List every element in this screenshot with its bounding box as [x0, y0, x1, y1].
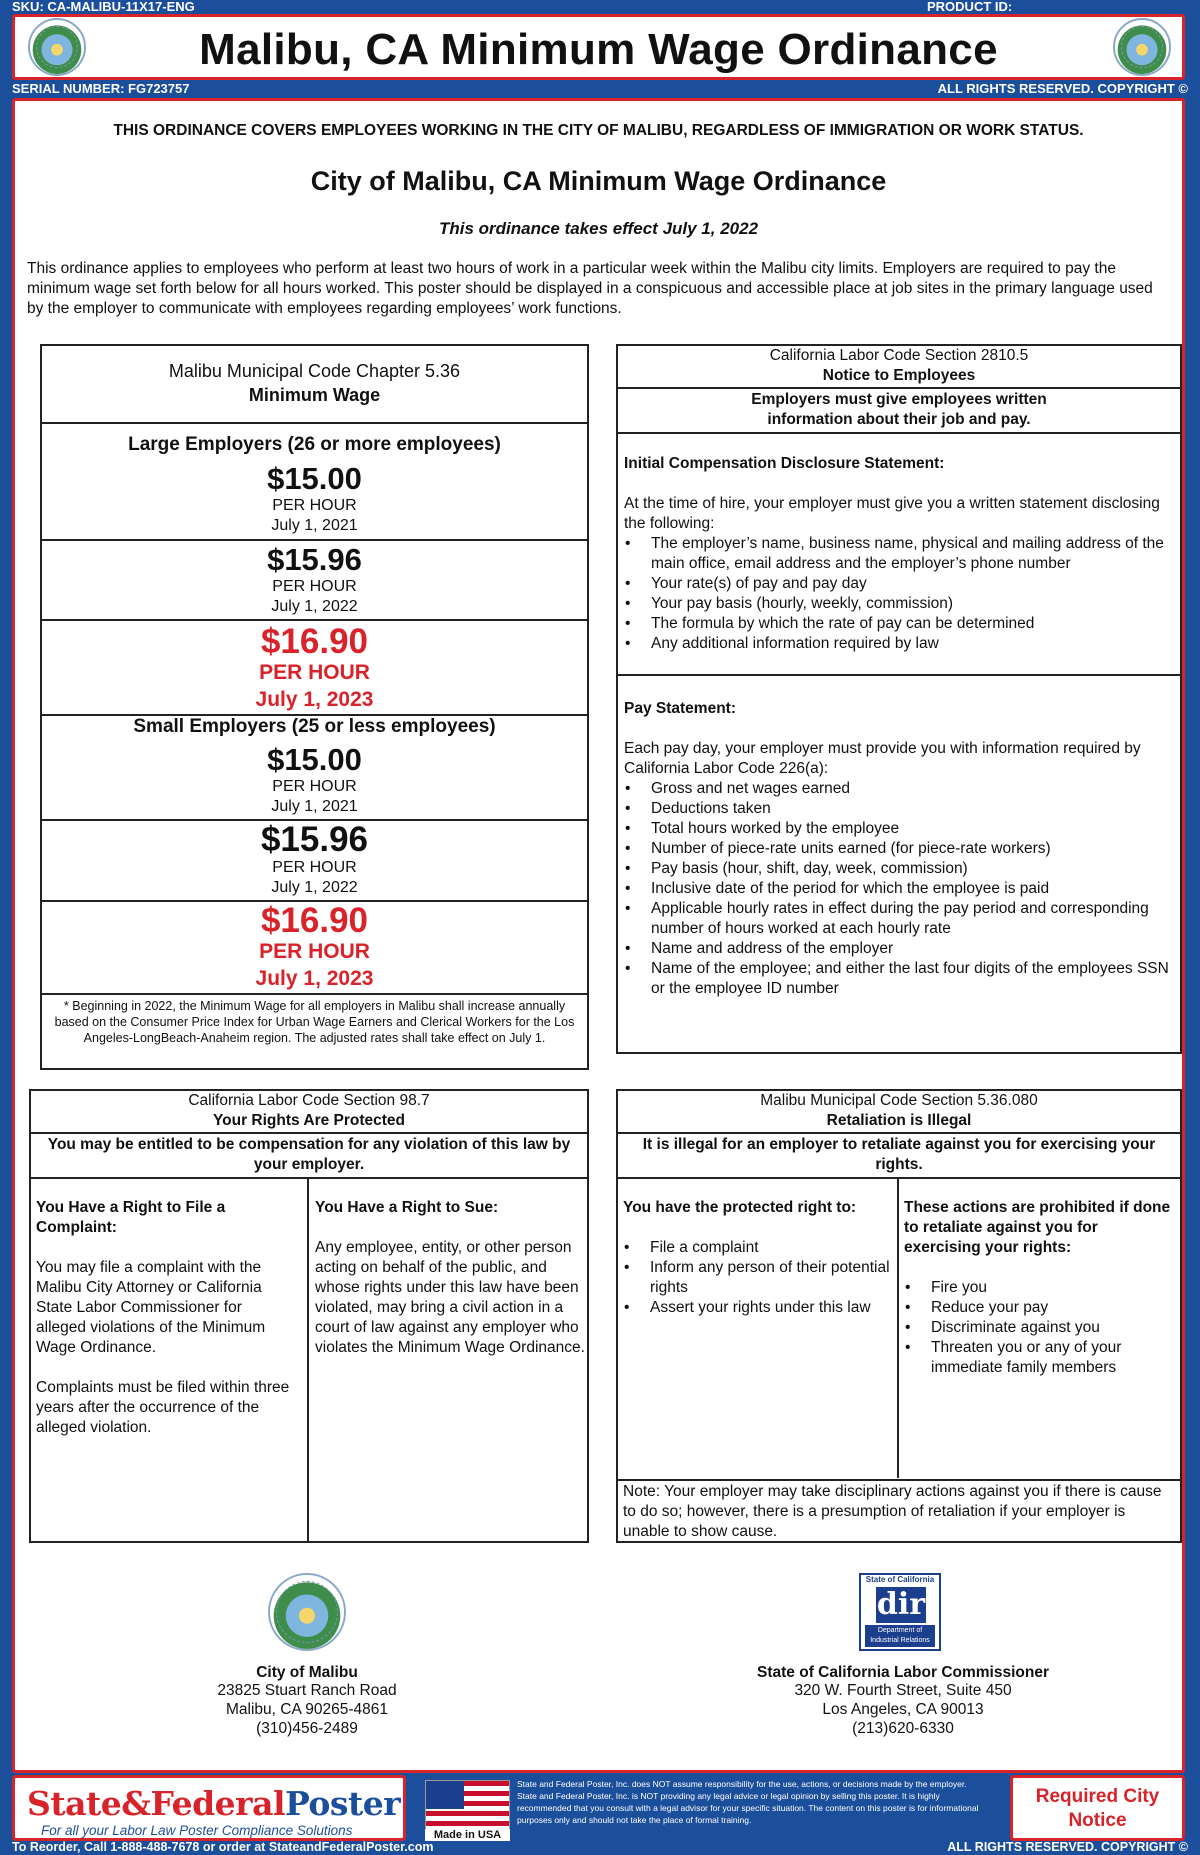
state-contact-address1: 320 W. Fourth Street, Suite 450: [794, 1682, 1012, 1699]
rights-code: California Labor Code Section 98.7: [188, 1092, 430, 1109]
wage-footnote: * Beginning in 2022, the Minimum Wage for all employers in Malibu shall increase annually based on the Consumer Price Index for Urban Wage Earners and Clerical Workers for the Los Angeles-LongBeach-Anaheim region. The adjusted rates shall take effect on July 1.: [54, 999, 575, 1045]
poster-title: Malibu, CA Minimum Wage Ordinance: [199, 25, 998, 74]
initial-disclosure-text: At the time of hire, your employer must give you a written statement disclosing the following:: [624, 495, 1160, 532]
top-bar: [0, 0, 1200, 14]
wage-amount: $15.96: [260, 820, 369, 859]
city-contact-phone: (310)456-2489: [256, 1720, 358, 1737]
legal-disclaimer: State and Federal Poster, Inc. does NOT assume responsibility for the use, actions, or decisions made by the employer. State and Federal Poster, Inc. is NOT providing any legal advice or legal opinion by selling this poster. It is highly recommended that you consult with a legal advisor for your specific situation. The content on this poster is for informational purposes only and should not take the place of formal training.: [517, 1779, 979, 1825]
initial-disclosure-list: [624, 534, 1174, 654]
retaliation-subheading: It is illegal for an employer to retaliate against you for exercising your rights.: [642, 1136, 1156, 1173]
list-item: • Applicable hourly rates in effect during the pay period and corresponding number of hours worked at each hourly rate: [624, 899, 1176, 939]
brand-name-a: State&Federal: [27, 1784, 285, 1823]
large-employers-heading: Large Employers (26 or more employees): [128, 434, 501, 455]
dir-logo-bottom-text: Department of Industrial Relations: [865, 1625, 935, 1647]
list-item: • Total hours worked by the employee: [624, 819, 1176, 839]
dir-logo: [859, 1573, 941, 1651]
wage-date: July 1, 2023: [255, 967, 374, 990]
pay-statement-list: [624, 779, 1176, 999]
list-item: • Name of the employee; and either the last four digits of the employees SSN or the employee ID number: [624, 959, 1176, 999]
list-item: • Your rate(s) of pay and pay day: [624, 574, 1174, 594]
poster-header: [12, 14, 1185, 80]
list-item: • Inclusive date of the period for which the employee is paid: [624, 879, 1176, 899]
brand-tagline: For all your Labor Law Poster Compliance Solutions: [41, 1823, 353, 1838]
notice-to-employees-box: [616, 344, 1182, 1054]
list-item: • Fire you: [904, 1278, 1179, 1298]
protected-rights-list: [623, 1238, 895, 1318]
notice-code: California Labor Code Section 2810.5: [769, 347, 1029, 364]
retaliation-code: Malibu Municipal Code Section 5.36.080: [760, 1092, 1038, 1109]
wage-date: July 1, 2021: [271, 517, 358, 534]
wage-heading: Minimum Wage: [248, 385, 381, 405]
wage-unit: PER HOUR: [272, 778, 357, 795]
pay-statement-heading: Pay Statement:: [624, 700, 736, 717]
intro-paragraph: This ordinance applies to employees who perform at least two hours of work in a particular week within the Malibu city limits. Employers are required to pay the minimum wage set forth below for all hours worked. This poster should be displayed in a conspicuous and accessible place at job sites in the primary language used by the employer to communicate with employees regarding employees’ work functions.: [27, 260, 1153, 317]
serial-bar: [0, 80, 1200, 98]
retaliation-heading: Retaliation is Illegal: [826, 1112, 972, 1129]
state-contact-address2: Los Angeles, CA 90013: [822, 1701, 984, 1718]
notice-subheading: Employers must give employees written information about their job and pay.: [751, 391, 1047, 428]
list-item: • Pay basis (hour, shift, day, week, commission): [624, 859, 1176, 879]
list-item: • The employer’s name, business name, physical and mailing address of the main office, email address and the employer’s phone number: [624, 534, 1174, 574]
state-contact-phone: (213)620-6330: [852, 1720, 954, 1737]
city-seal-icon: [1113, 18, 1171, 76]
wage-unit: PER HOUR: [259, 940, 370, 963]
list-item: • Gross and net wages earned: [624, 779, 1176, 799]
list-item: • Your pay basis (hourly, weekly, commission): [624, 594, 1174, 614]
brand-logo: [12, 1775, 406, 1841]
list-item: • Name and address of the employer: [624, 939, 1176, 959]
sue-heading: You Have a Right to Sue:: [315, 1199, 499, 1216]
required-city-notice-badge: Required City Notice: [1010, 1775, 1185, 1841]
list-item: • Reduce your pay: [904, 1298, 1179, 1318]
city-contact-address1: 23825 Stuart Ranch Road: [217, 1682, 397, 1699]
minimum-wage-box: [40, 344, 589, 1070]
list-item: • Inform any person of their potential rights: [623, 1258, 895, 1298]
sue-text: Any employee, entity, or other person acting on behalf of the public, and whose rights under this law have been violated, may bring a civil action in a court of law against any employer who violates the Minimum Wage Ordinance.: [315, 1239, 585, 1356]
dir-logo-mark: dir: [876, 1587, 926, 1622]
pay-statement-text: Each pay day, your employer must provide you with information required by California Labor Code 226(a):: [624, 740, 1141, 777]
wage-unit: PER HOUR: [272, 859, 357, 876]
wage-date: July 1, 2023: [255, 688, 374, 711]
effective-date: This ordinance takes effect July 1, 2022: [438, 219, 759, 238]
made-in-usa-label: Made in USA: [425, 1829, 510, 1841]
list-item: • Discriminate against you: [904, 1318, 1179, 1338]
city-contact-name: City of Malibu: [256, 1664, 358, 1681]
ordinance-title: City of Malibu, CA Minimum Wage Ordinance: [310, 166, 887, 196]
brand-name-b: Poster: [284, 1784, 401, 1823]
serial-number: SERIAL NUMBER: FG723757: [12, 81, 190, 96]
rights-heading: Your Rights Are Protected: [212, 1112, 406, 1129]
wage-code: Malibu Municipal Code Chapter 5.36: [168, 361, 461, 381]
copyright-label: ALL RIGHTS RESERVED. COPYRIGHT ©: [937, 81, 1188, 96]
wage-date: July 1, 2022: [271, 598, 358, 615]
wage-amount: $16.90: [260, 622, 369, 661]
list-item: • File a complaint: [623, 1238, 895, 1258]
bottom-bar: [0, 1840, 1200, 1855]
prohibited-actions-list: [904, 1278, 1179, 1378]
retaliation-note: Note: Your employer may take disciplinary actions against you if there is cause to do so; however, there is a presumption of retaliation if your employer is unable to show cause.: [623, 1483, 1162, 1540]
sku-label: SKU: CA-MALIBU-11X17-ENG: [12, 0, 195, 14]
notice-heading: Notice to Employees: [822, 367, 976, 384]
complaint-heading: You Have a Right to File a Complaint:: [36, 1199, 226, 1236]
list-item: • Deductions taken: [624, 799, 1176, 819]
wage-unit: PER HOUR: [272, 497, 357, 514]
copyright-label: ALL RIGHTS RESERVED. COPYRIGHT ©: [947, 1840, 1188, 1854]
rights-protected-box: [29, 1089, 589, 1543]
wage-unit: PER HOUR: [272, 578, 357, 595]
wage-unit: PER HOUR: [259, 661, 370, 684]
coverage-statement: THIS ORDINANCE COVERS EMPLOYEES WORKING IN THE CITY OF MALIBU, REGARDLESS OF IMMIGRATION OR WORK STATUS.: [113, 122, 1084, 139]
complaint-deadline: Complaints must be filed within three years after the occurrence of the alleged violation.: [36, 1379, 290, 1436]
list-item: • The formula by which the rate of pay can be determined: [624, 614, 1174, 634]
protected-rights-heading: You have the protected right to:: [623, 1199, 857, 1216]
initial-disclosure-heading: Initial Compensation Disclosure Statement:: [624, 455, 945, 472]
wage-date: July 1, 2022: [271, 879, 358, 896]
wage-amount: $15.00: [267, 742, 362, 777]
city-contact-address2: Malibu, CA 90265-4861: [225, 1701, 388, 1718]
small-employers-heading: Small Employers (25 or less employees): [133, 716, 496, 737]
retaliation-box: [616, 1089, 1182, 1543]
rights-subheading: You may be entitled to be compensation for any violation of this law by your employer.: [47, 1136, 571, 1173]
poster-body: [12, 98, 1185, 1773]
dir-logo-top-text: State of California: [865, 1575, 935, 1584]
complaint-text: You may file a complaint with the Malibu City Attorney or California State Labor Commissioner for alleged violations of the Minimum Wage Ordinance.: [36, 1259, 266, 1356]
list-item: • Threaten you or any of your immediate family members: [904, 1338, 1179, 1378]
city-seal-icon: [268, 1573, 346, 1651]
list-item: • Assert your rights under this law: [623, 1298, 895, 1318]
prohibited-actions-heading: These actions are prohibited if done to retaliate against you for exercising your rights:: [904, 1199, 1171, 1256]
product-id-label: PRODUCT ID:: [927, 0, 1013, 14]
list-item: • Number of piece-rate units earned (for piece-rate workers): [624, 839, 1176, 859]
wage-date: July 1, 2021: [271, 798, 358, 815]
state-contact-name: State of California Labor Commissioner: [757, 1664, 1049, 1681]
wage-amount: $16.90: [260, 901, 369, 940]
wage-amount: $15.96: [267, 542, 362, 577]
wage-amount: $15.00: [267, 461, 362, 496]
reorder-link[interactable]: To Reorder, Call 1-888-488-7678 or order at StateandFederalPoster.com: [12, 1840, 434, 1854]
list-item: • Any additional information required by law: [624, 634, 1174, 654]
